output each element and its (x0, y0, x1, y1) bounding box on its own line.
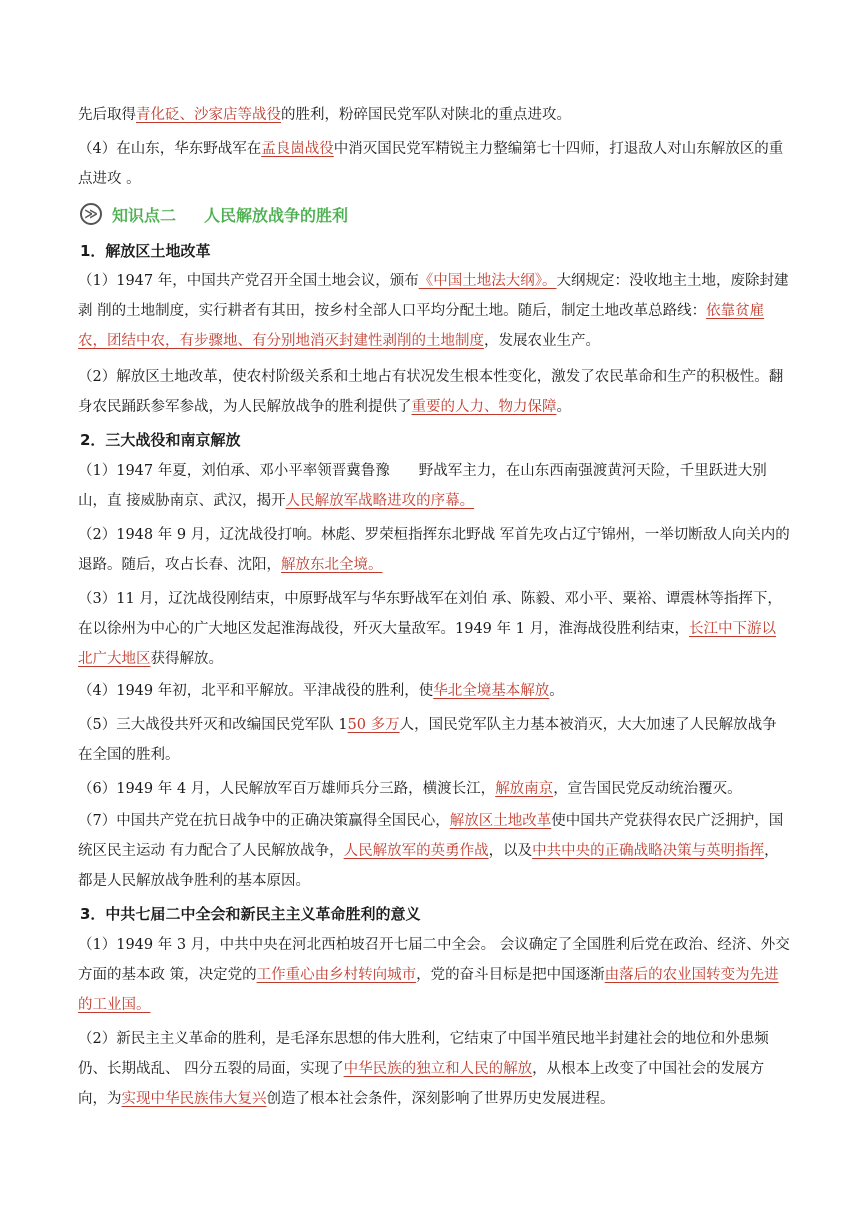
highlight-text: 华北全境基本解放 (433, 683, 550, 699)
highlight-text: 解放南京 (495, 781, 554, 797)
highlight-text: 50 多万 (347, 717, 400, 733)
highlight-text: 人民解放军战略进攻的序幕。 (285, 493, 475, 509)
highlight-text: 中华民族的独立和人民的解放 (343, 1061, 533, 1077)
paragraph-campaign-results: （5）三大战役共歼灭和改编国民党军队 150 多万人，国民党军队主力基本被消灭，大大加速了人民解放战争在全国的胜利。 (78, 717, 777, 763)
paragraph-battles-northwest: 先后取得青化砭、沙家店等战役的胜利，粉碎国民党军队对陕北的重点进攻。 (78, 107, 571, 123)
section-heading-land-reform: 1．解放区土地改革 (80, 242, 211, 260)
highlight-text: 依靠贫雇农，团结中农，有步骤地、有分别地消灭封建性剥削的土地制度 (78, 303, 765, 349)
paragraph-revolution-significance: （2）新民主主义革命的胜利，是毛泽东思想的伟大胜利，它结束了中国半殖民地半封建社会的地位和外患频仍、长期战乱、 四分五裂的局面，实现了中华民族的独立和人民的解放，从根本上改变了中国社会的发展方向，为实现中华民族伟大复兴创造了根本社会条件，深刻影响了世界历史发展进程。 (78, 1031, 769, 1107)
paragraph-land-law: （1）1947 年，中国共产党召开全国土地会议，颁布《中国土地法大纲》。大纲规定：没收地主土地，废除封建剥 削的土地制度，实行耕者有其田，按乡村全部人口平均分配土地。随后，制定土地改革总路线：依靠贫雇农，团结中农，有步骤地、有分别地消灭封建性剥削的土地制度，发展农业生产。 (78, 273, 789, 349)
knowledge-point-label: 知识点二 (112, 205, 177, 225)
highlight-text: 《中国土地法大纲》。 (418, 273, 557, 289)
highlight-text: 实现中华民族伟大复兴 (121, 1091, 267, 1107)
double-chevron-icon: ≫ (80, 203, 102, 225)
highlight-text: 重要的人力、物力保障 (411, 399, 557, 415)
highlight-text: 解放区土地改革 (449, 813, 552, 829)
paragraph-land-reform-effect: （2）解放区土地改革，使农村阶级关系和土地占有状况发生根本性变化，激发了农民革命和生产的积极性。翻身农民踊跃参军参战，为人民解放战争的胜利提供了重要的人力、物力保障。 (78, 369, 784, 415)
paragraph-victory-reasons: （7）中国共产党在抗日战争中的正确决策赢得全国民心，解放区土地改革使中国共产党获得农民广泛拥护，国统区民主运动 有力配合了人民解放战争，人民解放军的英勇作战，以及中共中央的正确战略决策与英明指挥，都是人民解放战争胜利的基本原因。 (78, 813, 784, 889)
knowledge-point-title: 人民解放战争的胜利 (204, 205, 349, 225)
highlight-text: 孟良崮战役 (261, 141, 334, 157)
paragraph-shandong: （4）在山东，华东野战军在孟良崮战役中消灭国民党军精锐主力整编第七十四师，打退敌人对山东解放区的重点进攻 。 (78, 141, 784, 187)
section-heading-second-plenum: 3．中共七届二中全会和新民主主义革命胜利的意义 (80, 905, 421, 923)
paragraph-huaihai: （3）11 月，辽沈战役刚结束，中原野战军与华东野战军在刘伯 承、陈毅、邓小平、粟裕、谭震林等指挥下，在以徐州为中心的广大地区发起淮海战役，歼灭大量敌军。1949 年 1 月，淮海战役胜利结束，长江中下游以北广大地区获得解放。 (78, 591, 782, 667)
highlight-text: 工作重心由乡村转向城市 (256, 967, 417, 983)
paragraph-dabie-mountain: （1）1947 年夏，刘伯承、邓小平率领晋冀鲁豫 野战军主力，在山东西南强渡黄河天险，千里跃进大别山，直 接威胁南京、武汉，揭开人民解放军战略进攻的序幕。 (78, 463, 767, 509)
paragraph-liaoshen: （2）1948 年 9 月，辽沈战役打响。林彪、罗荣桓指挥东北野战 军首先攻占辽宁锦州，一举切断敌人向关内的退路。随后，攻占长春、沈阳，解放东北全境。 (78, 527, 790, 573)
knowledge-point-header (80, 200, 348, 228)
paragraph-pingjin: （4）1949 年初，北平和平解放。平津战役的胜利，使华北全境基本解放。 (78, 683, 564, 699)
highlight-text: 由落后的农业国转变为先进的工业国。 (78, 967, 779, 1013)
highlight-text: 青化砭、沙家店等战役 (136, 107, 281, 123)
highlight-text: 中共中央的正确战略决策与英明指挥 (532, 843, 765, 859)
paragraph-nanjing: （6）1949 年 4 月，人民解放军百万雄师兵分三路，横渡长江，解放南京，宣告国民党反动统治覆灭。 (78, 781, 742, 797)
paragraph-xibaipo: （1）1949 年 3 月，中共中央在河北西柏坡召开七届二中全会。 会议确定了全国胜利后党在政治、经济、外交方面的基本政 策，决定党的工作重心由乡村转向城市，党的奋斗目标是把中国逐渐由落后的农业国转变为先进的工业国。 (78, 937, 790, 1013)
highlight-text: 人民解放军的英勇作战 (343, 843, 489, 859)
highlight-text: 解放东北全境。 (281, 557, 383, 573)
highlight-text: 长江中下游以北广大地区 (78, 621, 776, 667)
section-heading-three-campaigns: 2．三大战役和南京解放 (80, 431, 241, 449)
